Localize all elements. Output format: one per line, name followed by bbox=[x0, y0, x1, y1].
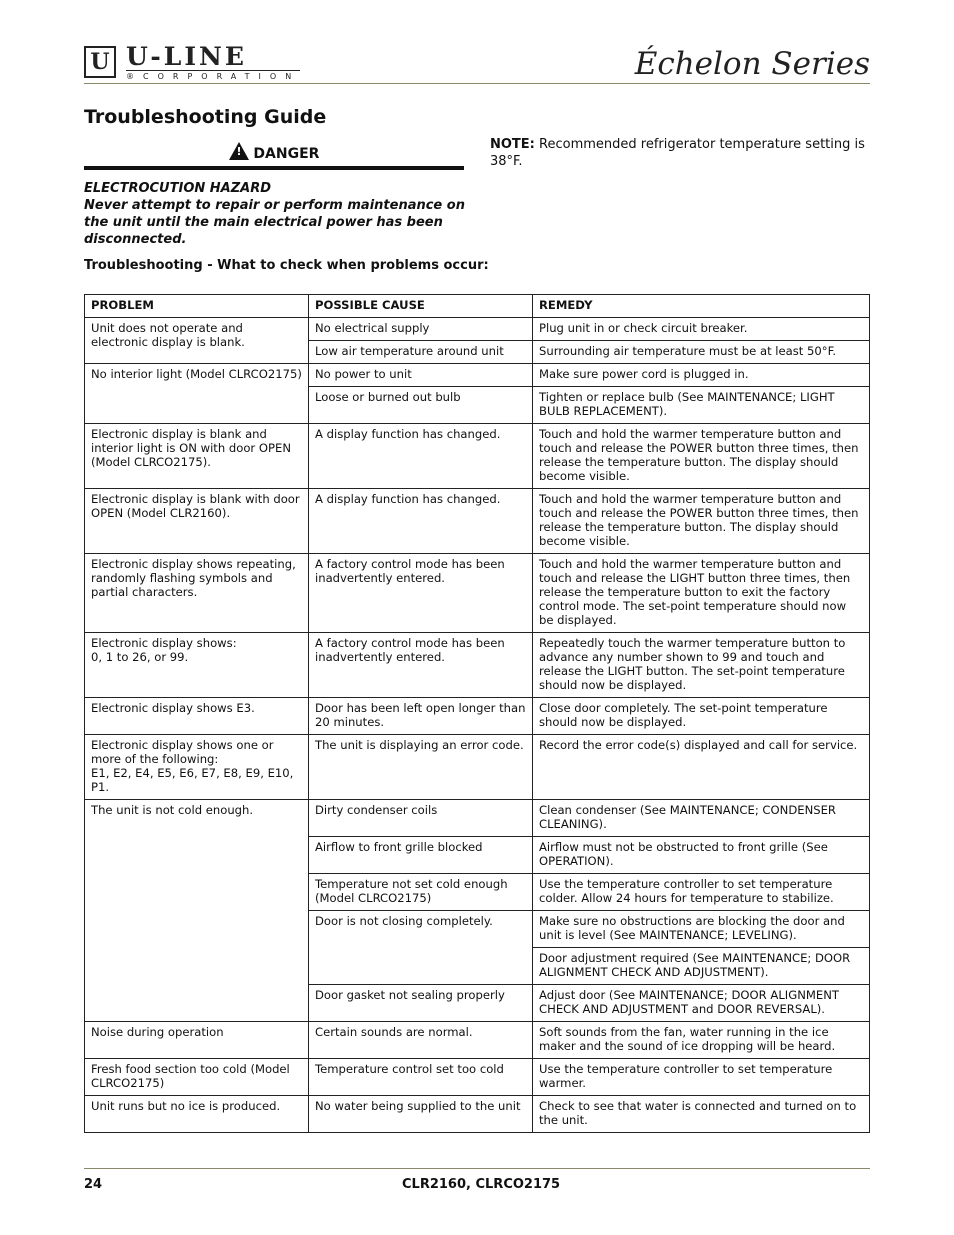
problem-cell: The unit is not cold enough. bbox=[85, 800, 309, 1022]
problem-cell: Unit does not operate and electronic display is blank. bbox=[85, 318, 309, 364]
series-name: Échelon Series bbox=[634, 46, 870, 82]
problem-cell: Electronic display shows E3. bbox=[85, 698, 309, 735]
model-numbers: CLR2160, CLRCO2175 bbox=[402, 1177, 561, 1192]
problem-cell: Electronic display is blank with door OPEN (Model CLR2160). bbox=[85, 489, 309, 554]
cause-cell: No power to unit bbox=[309, 364, 533, 387]
problem-line: Electronic display shows one or more of the following: bbox=[91, 738, 274, 766]
note-text: Recommended refrigerator temperature setting is 38°F. bbox=[490, 137, 865, 169]
cause-cell: Loose or burned out bulb bbox=[309, 387, 533, 424]
remedy-cell: Close door completely. The set-point temperature should now be displayed. bbox=[533, 698, 870, 735]
problem-cell bbox=[85, 735, 309, 800]
footer-divider bbox=[84, 1168, 870, 1169]
danger-divider bbox=[84, 166, 464, 170]
cause-cell: A display function has changed. bbox=[309, 489, 533, 554]
uline-logo-icon: U bbox=[84, 46, 116, 78]
note-label: NOTE: bbox=[490, 137, 535, 152]
remedy-cell: Plug unit in or check circuit breaker. bbox=[533, 318, 870, 341]
table-row bbox=[85, 1022, 870, 1059]
table-row bbox=[85, 633, 870, 698]
problem-line: 0, 1 to 26, or 99. bbox=[91, 650, 189, 664]
problem-cell: Noise during operation bbox=[85, 1022, 309, 1059]
column-header-remedy: REMEDY bbox=[533, 295, 870, 318]
table-row bbox=[85, 554, 870, 633]
cause-cell: Temperature not set cold enough (Model CLRCO2175) bbox=[309, 874, 533, 911]
table-row bbox=[85, 735, 870, 800]
cause-cell: Temperature control set too cold bbox=[309, 1059, 533, 1096]
troubleshooting-table bbox=[84, 294, 870, 1133]
warning-triangle-icon: ! bbox=[229, 142, 249, 160]
table-header-row bbox=[85, 295, 870, 318]
table-row bbox=[85, 424, 870, 489]
cause-cell: Airflow to front grille blocked bbox=[309, 837, 533, 874]
remedy-cell: Check to see that water is connected and turned on to the unit. bbox=[533, 1096, 870, 1133]
problem-cell: Electronic display shows repeating, randomly flashing symbols and partial characters. bbox=[85, 554, 309, 633]
problem-line: E1, E2, E4, E5, E6, E7, E8, E9, E10, P1. bbox=[91, 766, 294, 794]
temperature-note bbox=[490, 136, 875, 170]
remedy-cell: Use the temperature controller to set temperature warmer. bbox=[533, 1059, 870, 1096]
remedy-cell: Make sure power cord is plugged in. bbox=[533, 364, 870, 387]
remedy-cell: Make sure no obstructions are blocking the door and unit is level (See MAINTENANCE; LEVELING). bbox=[533, 911, 870, 948]
cause-cell: No water being supplied to the unit bbox=[309, 1096, 533, 1133]
problem-line: Electronic display shows: bbox=[91, 636, 237, 650]
problem-cell: No interior light (Model CLRCO2175) bbox=[85, 364, 309, 424]
page-number: 24 bbox=[84, 1177, 103, 1192]
remedy-cell: Surrounding air temperature must be at least 50°F. bbox=[533, 341, 870, 364]
cause-cell: A factory control mode has been inadvertently entered. bbox=[309, 554, 533, 633]
cause-cell: A factory control mode has been inadvertently entered. bbox=[309, 633, 533, 698]
danger-banner bbox=[84, 142, 464, 162]
problem-cell bbox=[85, 633, 309, 698]
brand-name: U-LINE bbox=[126, 42, 247, 71]
danger-label: DANGER bbox=[253, 146, 320, 162]
problem-cell: Unit runs but no ice is produced. bbox=[85, 1096, 309, 1133]
column-header-problem: PROBLEM bbox=[85, 295, 309, 318]
hazard-text: Never attempt to repair or perform maintenance on the unit until the main electrical power has been disconnected. bbox=[84, 198, 465, 247]
troubleshooting-subheading: Troubleshooting - What to check when problems occur: bbox=[84, 258, 489, 273]
brand-corporation: ®CORPORATION bbox=[126, 72, 301, 81]
problem-cell: Electronic display is blank and interior light is ON with door OPEN (Model CLRCO2175). bbox=[85, 424, 309, 489]
cause-cell: No electrical supply bbox=[309, 318, 533, 341]
table-row bbox=[85, 1059, 870, 1096]
cause-cell: A display function has changed. bbox=[309, 424, 533, 489]
cause-cell: Low air temperature around unit bbox=[309, 341, 533, 364]
table-row bbox=[85, 318, 870, 341]
remedy-cell: Repeatedly touch the warmer temperature button to advance any number shown to 99 and touch and release the LIGHT button. The set-point temperature should now be displayed. bbox=[533, 633, 870, 698]
cause-cell: Certain sounds are normal. bbox=[309, 1022, 533, 1059]
remedy-cell: Touch and hold the warmer temperature button and touch and release the LIGHT button three times, then release the temperature button to exit the factory control mode. The set-point temperature should now be displayed. bbox=[533, 554, 870, 633]
header-divider bbox=[84, 83, 870, 84]
cause-cell: The unit is displaying an error code. bbox=[309, 735, 533, 800]
hazard-warning bbox=[84, 180, 474, 248]
remedy-cell: Airflow must not be obstructed to front grille (See OPERATION). bbox=[533, 837, 870, 874]
cause-cell: Door has been left open longer than 20 minutes. bbox=[309, 698, 533, 735]
page-title: Troubleshooting Guide bbox=[84, 106, 327, 128]
remedy-cell: Clean condenser (See MAINTENANCE; CONDENSER CLEANING). bbox=[533, 800, 870, 837]
remedy-cell: Adjust door (See MAINTENANCE; DOOR ALIGNMENT CHECK AND ADJUSTMENT and DOOR REVERSAL). bbox=[533, 985, 870, 1022]
table-row bbox=[85, 800, 870, 837]
page-header bbox=[84, 44, 870, 84]
remedy-cell: Door adjustment required (See MAINTENANCE; DOOR ALIGNMENT CHECK AND ADJUSTMENT). bbox=[533, 948, 870, 985]
cause-cell: Dirty condenser coils bbox=[309, 800, 533, 837]
remedy-cell: Tighten or replace bulb (See MAINTENANCE; LIGHT BULB REPLACEMENT). bbox=[533, 387, 870, 424]
table-row bbox=[85, 1096, 870, 1133]
column-header-cause: POSSIBLE CAUSE bbox=[309, 295, 533, 318]
table-row bbox=[85, 364, 870, 387]
remedy-cell: Touch and hold the warmer temperature button and touch and release the POWER button three times, then release the temperature button. The display should become visible. bbox=[533, 489, 870, 554]
table-row bbox=[85, 698, 870, 735]
cause-cell: Door is not closing completely. bbox=[309, 911, 533, 985]
problem-cell: Fresh food section too cold (Model CLRCO2175) bbox=[85, 1059, 309, 1096]
remedy-cell: Record the error code(s) displayed and call for service. bbox=[533, 735, 870, 800]
table-row bbox=[85, 489, 870, 554]
hazard-title: ELECTROCUTION HAZARD bbox=[84, 181, 272, 196]
remedy-cell: Use the temperature controller to set temperature colder. Allow 24 hours for temperature to stabilize. bbox=[533, 874, 870, 911]
remedy-cell: Soft sounds from the fan, water running in the ice maker and the sound of ice dropping will be heard. bbox=[533, 1022, 870, 1059]
cause-cell: Door gasket not sealing properly bbox=[309, 985, 533, 1022]
remedy-cell: Touch and hold the warmer temperature button and touch and release the POWER button three times, then release the temperature button. The display should become visible. bbox=[533, 424, 870, 489]
